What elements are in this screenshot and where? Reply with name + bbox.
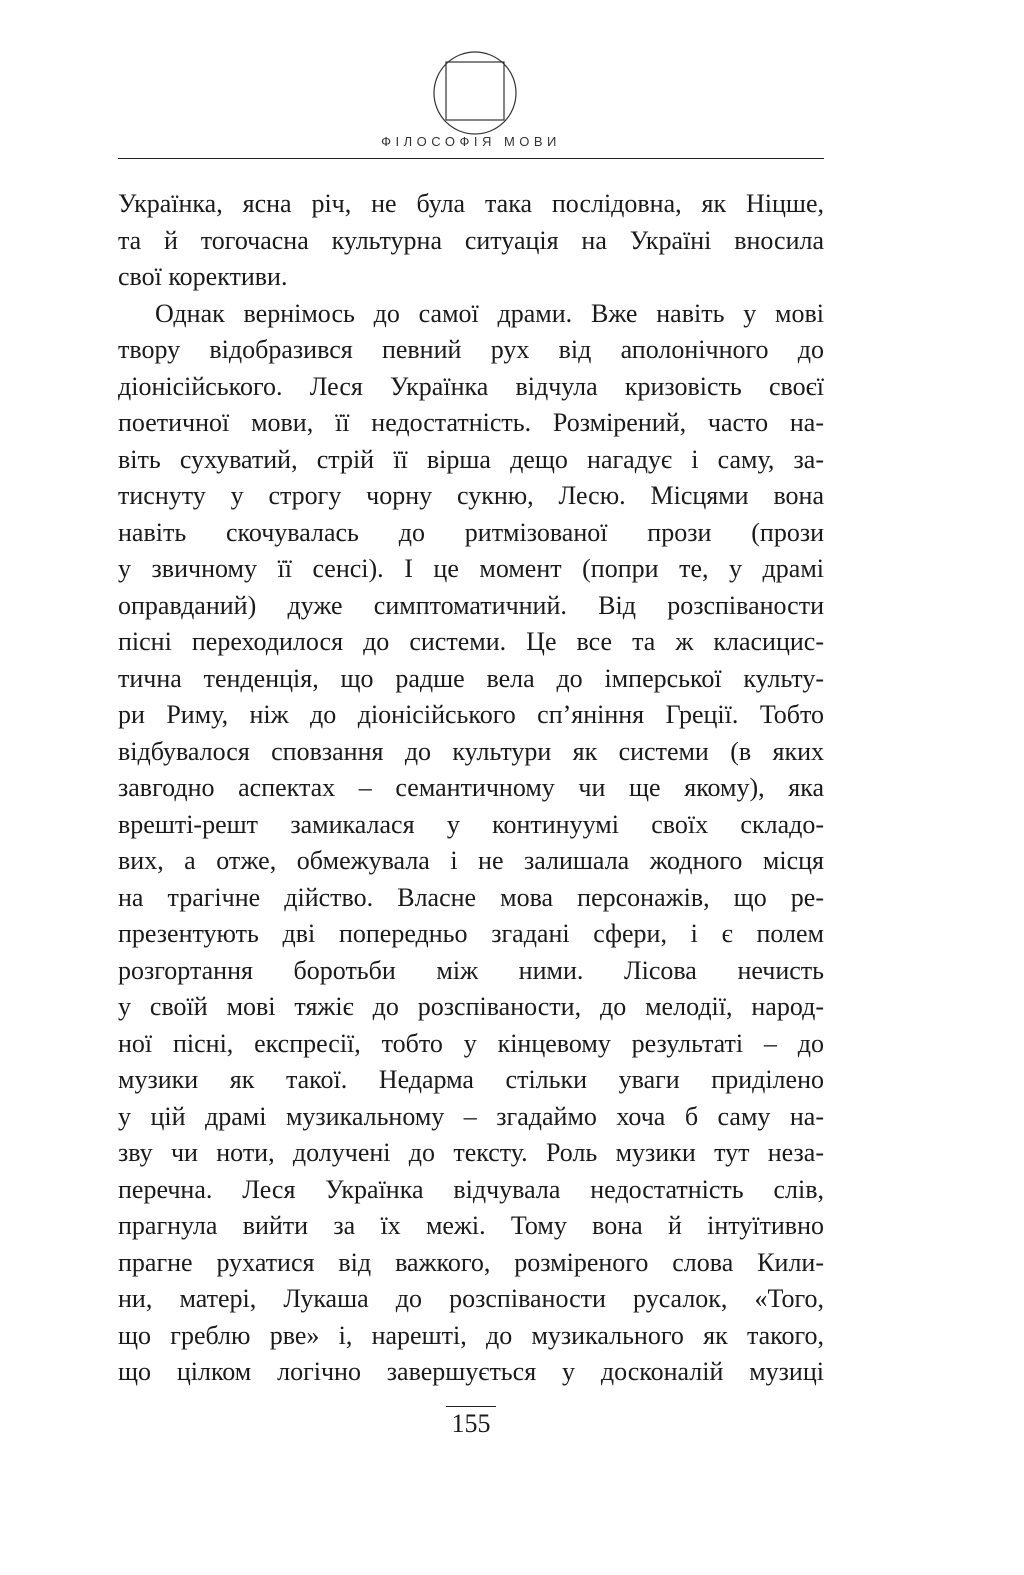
text-line: прагне рухатися від важкого, розміреного слова Кили- [118,1247,824,1277]
circle-square-emblem-icon [431,49,519,137]
text-line: у своїй мові тяжіє до розспіваности, до мелодії, народ- [118,992,824,1021]
text-line: на трагічне дійство. Власне мова персонажів, що ре- [118,882,824,912]
text-line: та й тогочасна культурна ситуація на Україні вносила [118,225,824,255]
text-line: Українка, ясна річ, не була така послідовна, як Ніцше, [118,189,824,218]
header-divider [118,158,824,159]
text-line: розгортання боротьби між ними. Лісова нечисть [118,955,824,985]
text-line: зву чи ноти, долучені до тексту. Роль музики тут неза- [118,1138,824,1167]
text-line: Однак вернімось до самої драми. Вже навіть у мові [155,298,824,328]
text-line: у звичному її сенсі). І це момент (попри те, у драмі [118,554,824,583]
text-line: ри Риму, ніж до діонісійського сп’яніння Греції. Тобто [118,700,824,729]
text-line: вих, а отже, обмежувала і не залишала жодного місця [118,846,824,875]
running-head-title: ФІЛОСОФІЯ МОВИ [381,134,561,149]
text-line: ної пісні, експресії, тобто у кінцевому результаті – до [118,1028,824,1058]
text-line: свої корективи. [118,262,288,291]
text-line: поетичної мови, її недостатність. Розмірений, часто на- [118,408,824,437]
text-line: перечна. Леся Українка відчувала недостатність слів, [118,1174,824,1204]
text-line: віть сухуватий, стрій її вірша дещо нагадує і саму, за- [118,444,824,474]
text-line: твору відобразився певний рух від аполонічного до [118,335,824,364]
text-line: врешті-решт замикалася у континуумі своїх складо- [118,809,824,839]
text-line: ни, матері, Лукаша до розспіваности русалок, «Того, [118,1284,824,1313]
text-line: презентують дві попередньо згадані сфери, і є полем [118,919,824,948]
text-line: тиснуту у строгу чорну сукню, Лесю. Місцями вона [118,481,824,510]
body-text [118,186,824,1391]
text-line: навіть скочувалась до ритмізованої прози (прози [118,517,824,547]
text-line: завгодно аспектах – семантичному чи ще якому), яка [118,773,824,802]
text-line: діонісійського. Леся Українка відчула кризовість своєї [118,371,824,401]
text-line: що греблю рве» і, нарешті, до музикального як такого, [118,1320,824,1350]
text-line: тична тенденція, що радше вела до імперської культу- [118,663,824,693]
page-number: 155 [446,1406,496,1441]
text-line: музики як такої. Недарма стільки уваги приділено [118,1065,824,1094]
text-line: пісні переходилося до системи. Це все та ж класицис- [118,627,824,656]
text-line: що цілком логічно завершується у досконалій музиці [118,1357,824,1386]
text-line: у цій драмі музикальному – згадаймо хоча б саму на- [118,1101,824,1131]
text-line: прагнула вийти за їх межі. Тому вона й інтуїтивно [118,1211,824,1240]
text-line: відбувалося сповзання до культури як системи (в яких [118,736,824,766]
text-line: оправданий) дуже симптоматичний. Від розспіваности [118,590,824,620]
